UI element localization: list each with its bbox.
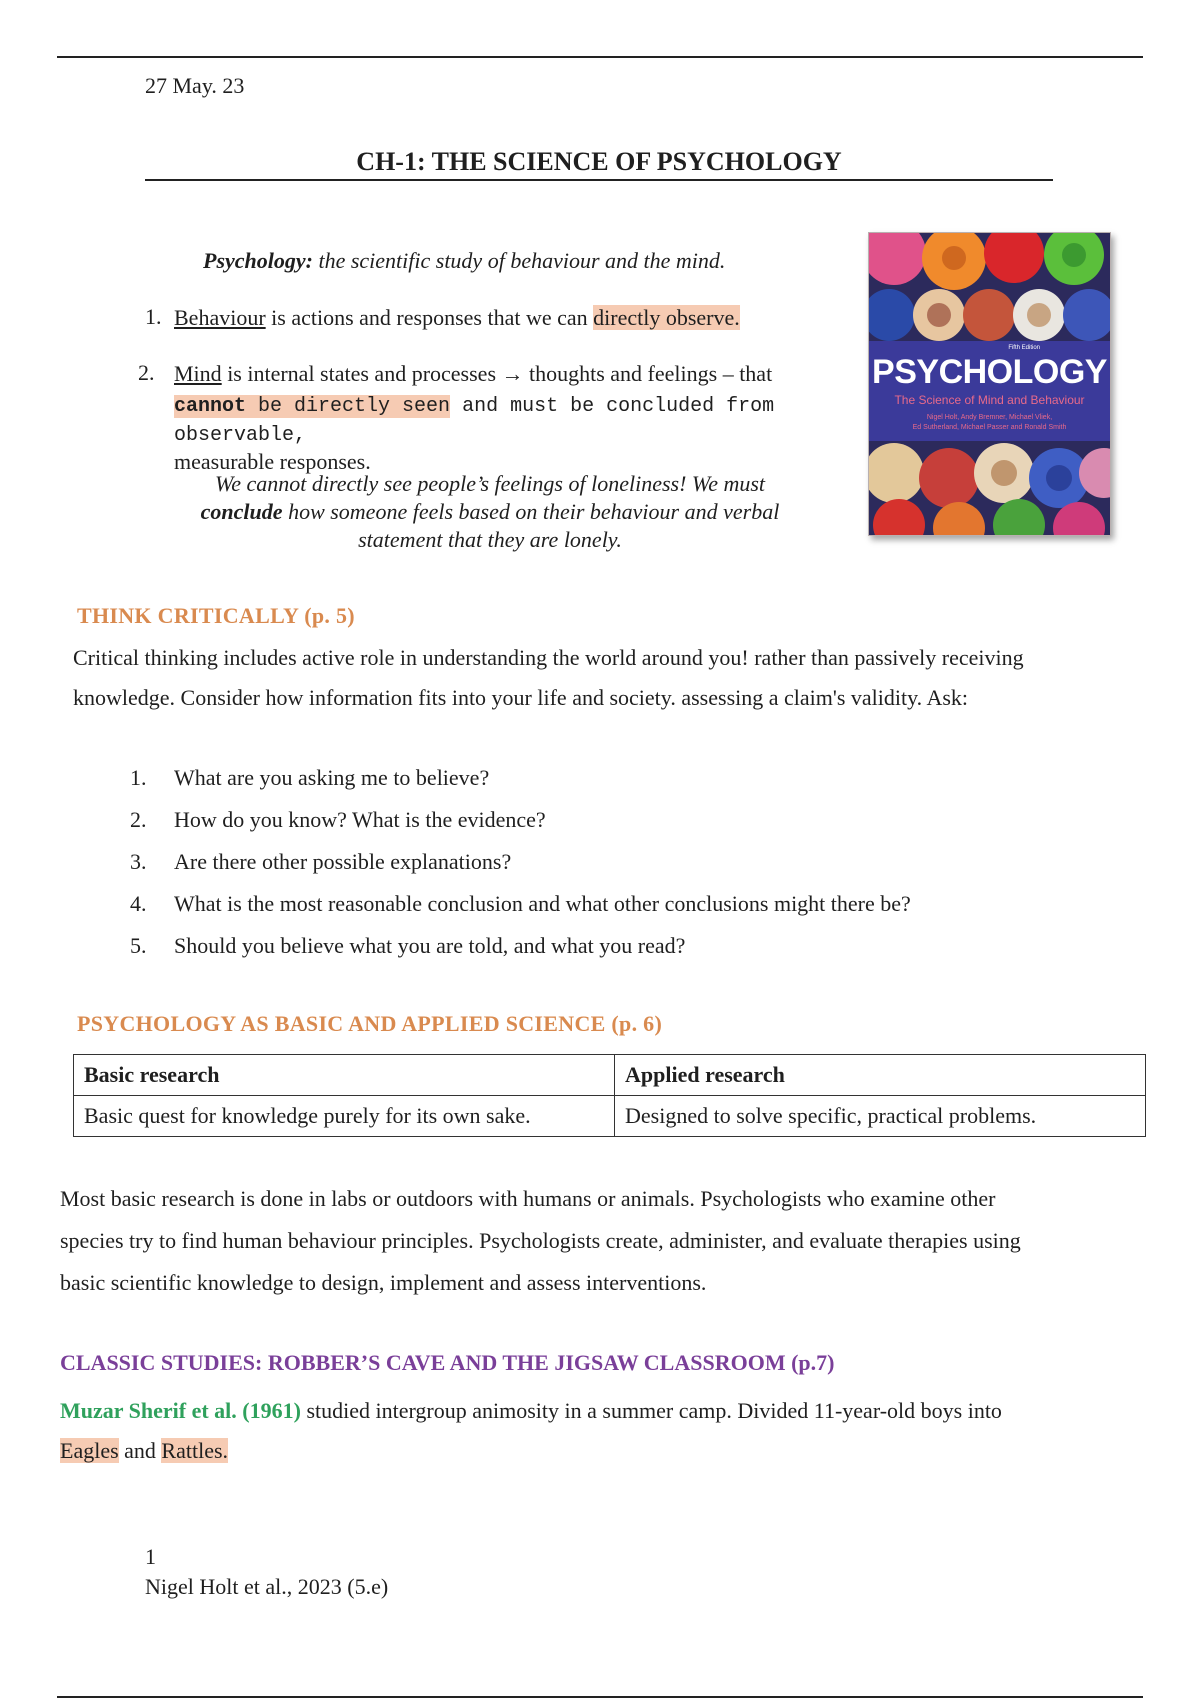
highlight-cannot: cannot xyxy=(174,394,247,418)
page-title: CH-1: THE SCIENCE OF PSYCHOLOGY xyxy=(356,147,842,176)
section-heading-think-critically: THINK CRITICALLY (p. 5) xyxy=(77,603,355,628)
example-line: statement that they are lonely. xyxy=(358,527,622,552)
basic-applied-para xyxy=(60,1178,1140,1304)
footnote-text: Nigel Holt et al., 2023 (5.e) xyxy=(145,1574,389,1599)
example-line: We cannot directly see people’s feelings of loneliness! We must xyxy=(214,471,766,496)
para-line: species try to find human behaviour principles. Psychologists create, administer, and evaluate therapies using xyxy=(60,1228,1021,1253)
list-number: 5. xyxy=(130,933,147,958)
group-eagles: Eagles xyxy=(60,1438,119,1463)
list-text: Are there other possible explanations? xyxy=(174,849,512,874)
point-number: 1. xyxy=(145,304,162,329)
para-line xyxy=(60,1391,1140,1431)
table-header-cell: Applied research xyxy=(615,1055,1146,1096)
definition-term: Psychology: xyxy=(203,248,313,273)
para-line: Critical thinking includes active role in understanding the world around you! rather than passively receiving xyxy=(73,645,1024,670)
example-bold: conclude xyxy=(200,499,283,524)
point-line xyxy=(174,390,836,448)
cover-authors-line: Ed Sutherland, Michael Passer and Ronald Smith xyxy=(912,424,1067,431)
para-line: knowledge. Consider how information fits into your life and society. assessing a claim's validity. Ask: xyxy=(73,685,969,710)
point-line xyxy=(174,360,836,388)
cover-authors-line: Nigel Holt, Andy Bremner, Michael Vliek, xyxy=(926,414,1053,421)
date: 27 May. 23 xyxy=(145,73,245,98)
cover-authors xyxy=(869,413,1110,433)
list-number: 2. xyxy=(130,807,147,832)
example-line xyxy=(150,498,830,526)
definition-text: the scientific study of behaviour and the mind. xyxy=(312,248,726,273)
point-text: and must be concluded from observable, xyxy=(174,394,775,447)
group-rattles: Rattles. xyxy=(161,1438,229,1463)
psychology-definition xyxy=(203,247,725,275)
research-table xyxy=(73,1054,1146,1137)
list-text: Should you believe what you are told, and what you read? xyxy=(174,933,686,958)
point-text: is actions and responses that we can xyxy=(265,305,594,330)
para-text: studied intergroup animosity in a summer camp. Divided 11-year-old boys into xyxy=(300,1398,1002,1423)
para-text: and xyxy=(118,1438,162,1463)
cover-title: PSYCHOLOGY xyxy=(872,353,1107,391)
point-term: Behaviour xyxy=(174,305,266,330)
table-cell: Designed to solve specific, practical problems. xyxy=(615,1096,1146,1137)
list-text: How do you know? What is the evidence? xyxy=(174,807,546,832)
highlight-directly-observe: directly observe. xyxy=(593,305,740,330)
list-number: 4. xyxy=(130,891,147,916)
think-critically-para xyxy=(73,638,1024,718)
table-header-row xyxy=(74,1055,1146,1096)
classic-para xyxy=(60,1391,1140,1471)
example-text: how someone feels based on their behaviour and verbal xyxy=(282,499,780,524)
footnote-number: 1 xyxy=(145,1544,156,1569)
para-line: basic scientific knowledge to design, implement and assess interventions. xyxy=(60,1270,707,1295)
list-text: What is the most reasonable conclusion and what other conclusions might there be? xyxy=(174,891,911,916)
highlight-directly-seen: be directly seen xyxy=(246,394,451,418)
section-heading-basic-applied: PSYCHOLOGY AS BASIC AND APPLIED SCIENCE (p. 6) xyxy=(77,1011,663,1036)
section-heading-classic-studies: CLASSIC STUDIES: ROBBER’S CAVE AND THE JIGSAW CLASSROOM (p.7) xyxy=(60,1350,835,1375)
para-line: Most basic research is done in labs or outdoors with humans or animals. Psychologists who examine other xyxy=(60,1186,996,1211)
list-text: What are you asking me to believe? xyxy=(174,765,490,790)
title-underline xyxy=(145,179,1053,181)
author-citation: Muzar Sherif et al. (1961) xyxy=(60,1398,301,1423)
point-line: measurable responses. xyxy=(174,448,371,474)
point-text: is internal states and processes → thoughts and feelings – that xyxy=(221,361,773,386)
cover-subtitle: The Science of Mind and Behaviour xyxy=(894,393,1085,407)
top-rule xyxy=(57,56,1143,58)
list-number: 1. xyxy=(130,765,147,790)
point-mind xyxy=(174,360,836,475)
point-term: Mind xyxy=(174,361,222,386)
list-number: 3. xyxy=(130,849,147,874)
cover-edition: Fifth Edition xyxy=(1008,345,1040,351)
book-cover-image xyxy=(868,232,1111,536)
bottom-rule xyxy=(57,1696,1143,1698)
table-header-cell: Basic research xyxy=(74,1055,615,1096)
table-row xyxy=(74,1096,1146,1137)
point-number: 2. xyxy=(138,360,155,385)
example-note xyxy=(150,470,830,554)
para-line xyxy=(60,1431,1140,1471)
table-cell: Basic quest for knowledge purely for its own sake. xyxy=(74,1096,615,1137)
point-behaviour xyxy=(174,304,740,332)
